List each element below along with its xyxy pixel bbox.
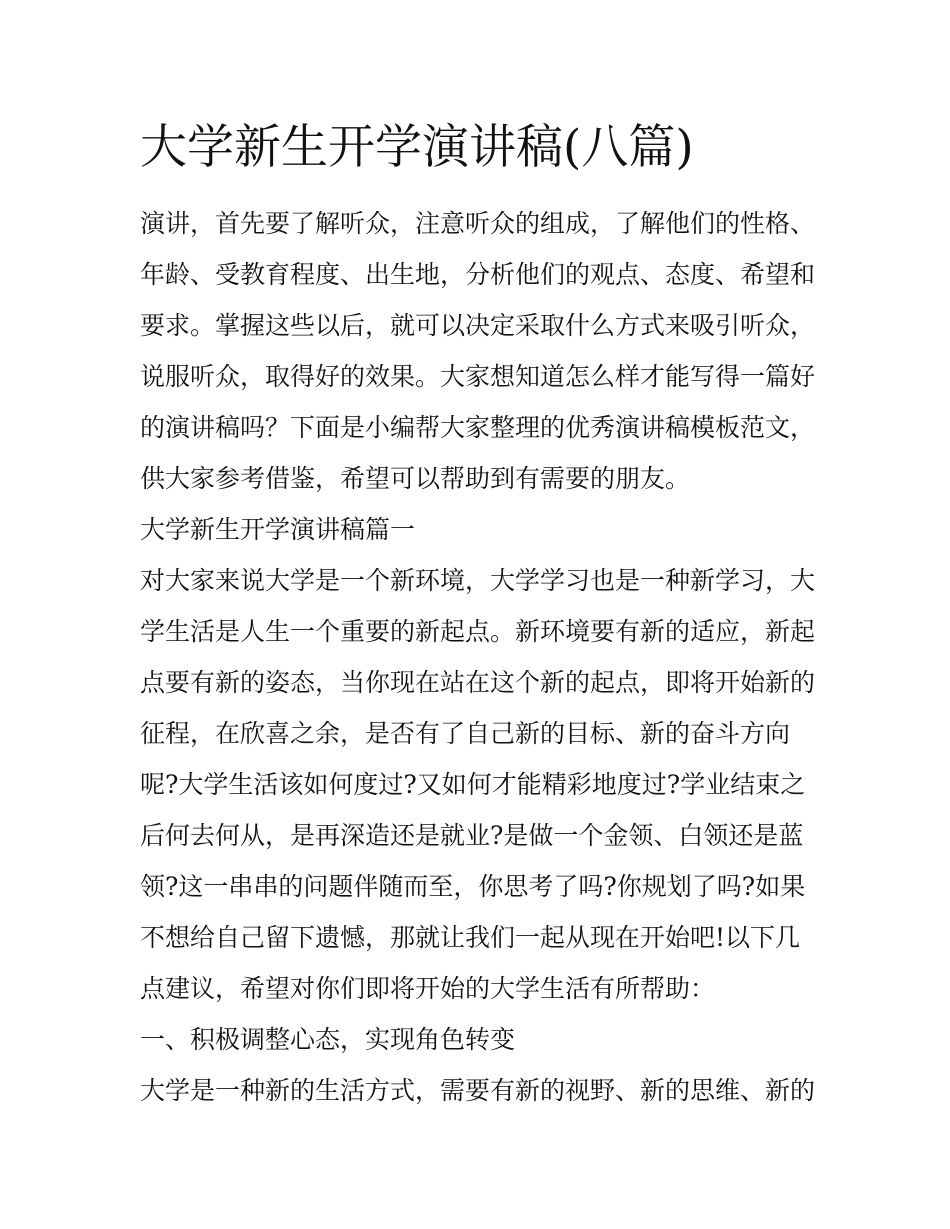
intro-line-1: 演讲，首先要了解听众，注意听众的组成，了解他们的性格、 bbox=[140, 209, 816, 238]
body-line-3: 点要有新的姿态，当你现在站在这个新的起点，即将开始新的 bbox=[140, 668, 816, 697]
section-heading-part-one: 大学新生开学演讲稿篇一 bbox=[140, 515, 416, 544]
body-line-6: 后何去何从，是再深造还是就业?是做一个金领、白领还是蓝 bbox=[140, 821, 804, 850]
body-line-5: 呢?大学生活该如何度过?又如何才能精彩地度过?学业结束之 bbox=[140, 770, 806, 799]
intro-line-2: 年龄、受教育程度、出生地，分析他们的观点、态度、希望和 bbox=[140, 260, 816, 289]
body-line-1: 对大家来说大学是一个新环境，大学学习也是一种新学习，大 bbox=[140, 566, 816, 595]
body-line-10: 大学是一种新的生活方式，需要有新的视野、新的思维、新的 bbox=[140, 1076, 816, 1105]
intro-line-4: 说服听众，取得好的效果。大家想知道怎么样才能写得一篇好 bbox=[140, 362, 816, 391]
intro-line-6: 供大家参考借鉴，希望可以帮助到有需要的朋友。 bbox=[140, 464, 691, 493]
body-line-7: 领?这一串串的问题伴随而至，你思考了吗?你规划了吗?如果 bbox=[140, 872, 806, 901]
body-line-4: 征程，在欣喜之余，是否有了自己新的目标、新的奋斗方向 bbox=[140, 719, 791, 748]
subheading-adjust-mindset: 一、积极调整心态，实现角色转变 bbox=[140, 1025, 516, 1054]
body-line-8: 不想给自己留下遗憾，那就让我们一起从现在开始吧!以下几 bbox=[140, 923, 801, 952]
body-line-2: 学生活是人生一个重要的新起点。新环境要有新的适应，新起 bbox=[140, 617, 816, 646]
intro-line-3: 要求。掌握这些以后，就可以决定采取什么方式来吸引听众， bbox=[140, 311, 816, 340]
document-title: 大学新生开学演讲稿(八篇) bbox=[140, 120, 694, 175]
body-line-9: 点建议，希望对你们即将开始的大学生活有所帮助： bbox=[140, 974, 716, 1003]
intro-line-5: 的演讲稿吗？下面是小编帮大家整理的优秀演讲稿模板范文， bbox=[140, 413, 816, 442]
